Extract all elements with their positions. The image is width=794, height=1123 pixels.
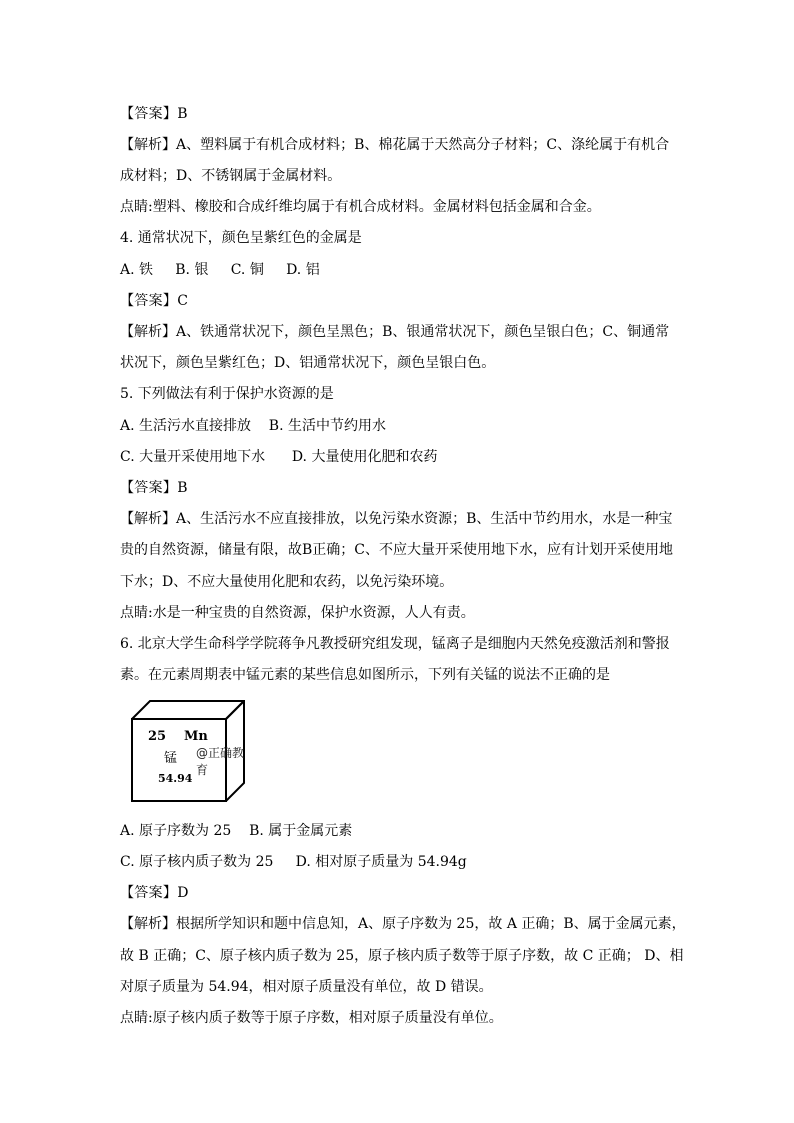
answer-q5: 【答案】B xyxy=(120,480,188,496)
question-6-line2: 素。在元素周期表中锰元素的某些信息如图所示，下列有关锰的说法不正确的是 xyxy=(120,667,610,683)
periodic-table-cell-figure xyxy=(131,700,245,802)
explanation-q4-line2: 状况下，颜色呈紫红色；D、铝通常状况下，颜色呈银白色。 xyxy=(120,355,496,371)
answer-q4: 【答案】C xyxy=(120,293,189,309)
note-q5: 点睛:水是一种宝贵的自然资源，保护水资源，人人有责。 xyxy=(120,605,475,621)
question-4-options: A. 铁 B. 银 C. 铜 D. 铝 xyxy=(120,262,320,278)
question-4: 4. 通常状况下，颜色呈紫红色的金属是 xyxy=(120,230,362,246)
element-name: 锰 xyxy=(164,751,178,766)
note-q6: 点睛:原子核内质子数等于原子序数，相对原子质量没有单位。 xyxy=(120,1010,503,1026)
question-5: 5. 下列做法有利于保护水资源的是 xyxy=(120,386,334,402)
question-6-line1: 6. 北京大学生命科学学院蒋争凡教授研究组发现，锰离子是细胞内天然免疫激活剂和警报 xyxy=(120,636,670,652)
explanation-q5-line3: 下水；D、不应大量使用化肥和农药，以免污染环境。 xyxy=(120,574,454,590)
explanation-q3-line2: 成材料；D、不锈钢属于金属材料。 xyxy=(120,168,342,184)
element-atomic-number: 25 xyxy=(148,729,167,744)
explanation-q5-line1: 【解析】A、生活污水不应直接排放，以免污染水资源；B、生活中节约用水，水是一种宝 xyxy=(120,511,673,527)
explanation-q4-line1: 【解析】A、铁通常状况下，颜色呈黑色；B、银通常状况下，颜色呈银白色；C、铜通常 xyxy=(120,324,670,340)
explanation-q6-line2: 故 B 正确；C、原子核内质子数为 25，原子核内质子数等于原子序数，故 C 正确； D、相 xyxy=(120,948,684,964)
explanation-q5-line2: 贵的自然资源，储量有限，故B正确；C、不应大量开采使用地下水，应有计划开采使用地 xyxy=(120,542,673,558)
element-atomic-mass: 54.94 xyxy=(158,772,193,785)
question-6-options-ab: A. 原子序数为 25 B. 属于金属元素 xyxy=(120,823,353,839)
question-5-options-cd: C. 大量开采使用地下水 D. 大量使用化肥和农药 xyxy=(120,449,438,465)
watermark: @正确教育 xyxy=(196,746,245,777)
element-symbol: Mn xyxy=(184,729,208,744)
answer-q3: 【答案】B xyxy=(120,106,188,122)
answer-q6: 【答案】D xyxy=(120,885,189,901)
explanation-q6-line3: 对原子质量为 54.94，相对原子质量没有单位，故 D 错误。 xyxy=(120,979,493,995)
explanation-q6-line1: 【解析】根据所学知识和题中信息知，A、原子序数为 25，故 A 正确；B、属于金属元素， xyxy=(120,916,686,932)
note-q3: 点睛:塑料、橡胶和合成纤维均属于有机合成材料。金属材料包括金属和合金。 xyxy=(120,199,601,215)
explanation-q3-line1: 【解析】A、塑料属于有机合成材料；B、棉花属于天然高分子材料；C、涤纶属于有机合 xyxy=(120,137,670,153)
question-6-options-cd: C. 原子核内质子数为 25 D. 相对原子质量为 54.94g xyxy=(120,854,467,870)
question-5-options-ab: A. 生活污水直接排放 B. 生活中节约用水 xyxy=(120,418,386,434)
